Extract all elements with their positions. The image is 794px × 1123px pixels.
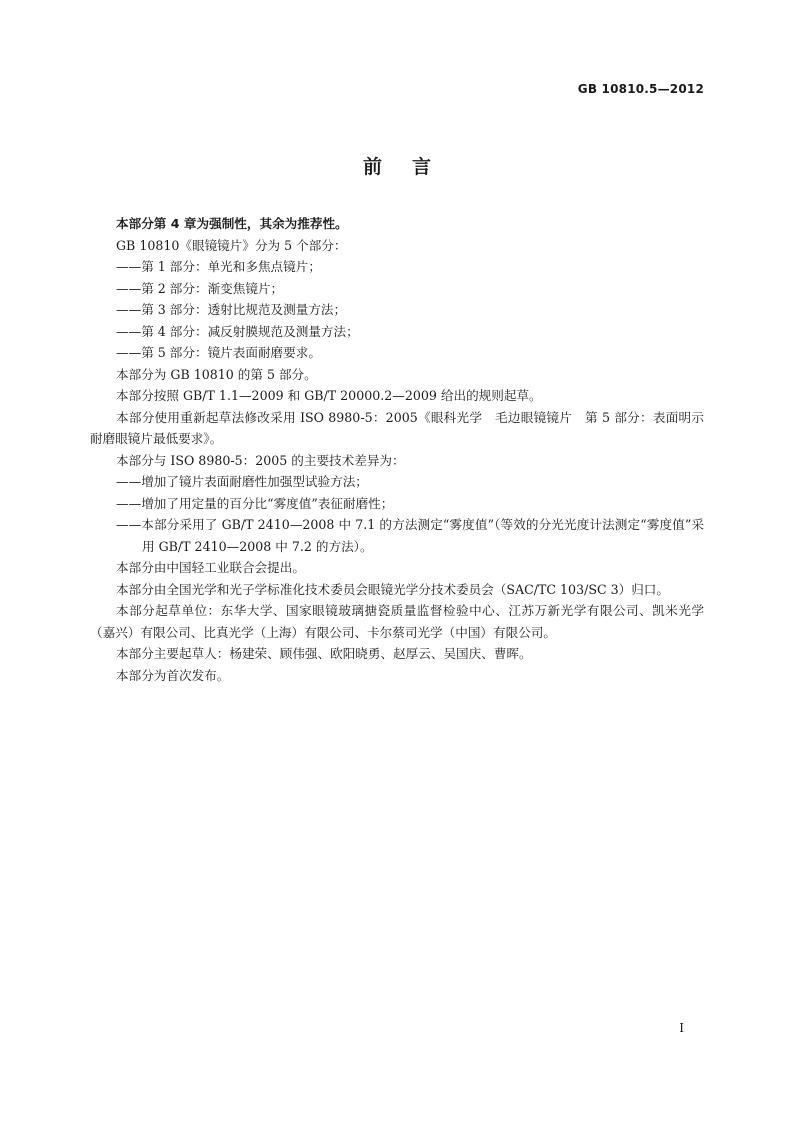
paragraph: 本部分为首次发布。: [116, 667, 230, 683]
list-item: ——第 5 部分：镜片表面耐磨要求。: [116, 345, 321, 360]
list-item: ——第 3 部分：透射比规范及测量方法；: [116, 302, 347, 317]
list-item: ——第 4 部分：减反射膜规范及测量方法；: [116, 323, 359, 339]
paragraph: GB 10810《眼镜镜片》分为 5 个部分：: [116, 237, 347, 253]
page-title: 前言: [362, 156, 461, 178]
standard-code: GB 10810.5—2012: [577, 82, 704, 96]
list-item: ——增加了用定量的百分比“雾度值”表征耐磨性；: [116, 495, 394, 511]
paragraph: 本部分为 GB 10810 的第 5 部分。: [116, 366, 317, 382]
paragraph: 本部分由全国光学和光子学标准化技术委员会眼镜光学分技术委员会（SAC/TC 103/SC 3）归口。: [116, 581, 669, 597]
paragraph: 本部分按照 GB/T 1.1—2009 和 GB/T 20000.2—2009 给出的规则起草。: [116, 388, 542, 403]
list-item: ——本部分采用了 GB/T 2410—2008 中 7.1 的方法测定“雾度值”（等效的分光光度计法测定“雾度值”采用 GB/T 2410—2008 中 7.2 的方法）。: [116, 517, 704, 554]
mandatory-note: 本部分第 4 章为强制性，其余为推荐性。: [116, 216, 348, 231]
list-item: ——增加了镜片表面耐磨性加强型试验方法；: [116, 474, 368, 489]
page-number: I: [679, 1021, 684, 1035]
list-item: ——第 2 部分：渐变焦镜片；: [116, 280, 284, 296]
paragraph: 本部分主要起草人：杨建荣、顾伟强、欧阳晓勇、赵厚云、吴国庆、曹晖。: [116, 646, 532, 661]
paragraph: 本部分由中国轻工业联合会提出。: [116, 560, 305, 575]
list-item: ——第 1 部分：单光和多焦点镜片；: [116, 259, 321, 274]
paragraph: 本部分使用重新起草法修改采用 ISO 8980-5：2005《眼科光学 毛边眼镜镜片 第 5 部分：表面明示耐磨眼镜片最低要求》。: [90, 409, 704, 446]
foreword-body: [90, 213, 704, 686]
paragraph: 本部分与 ISO 8980-5：2005 的主要技术差异为：: [116, 452, 405, 468]
paragraph: 本部分起草单位：东华大学、国家眼镜玻璃搪瓷质量监督检验中心、江苏万新光学有限公司、凯米光学（嘉兴）有限公司、比真光学（上海）有限公司、卡尔蔡司光学（中国）有限公司。: [90, 603, 704, 640]
